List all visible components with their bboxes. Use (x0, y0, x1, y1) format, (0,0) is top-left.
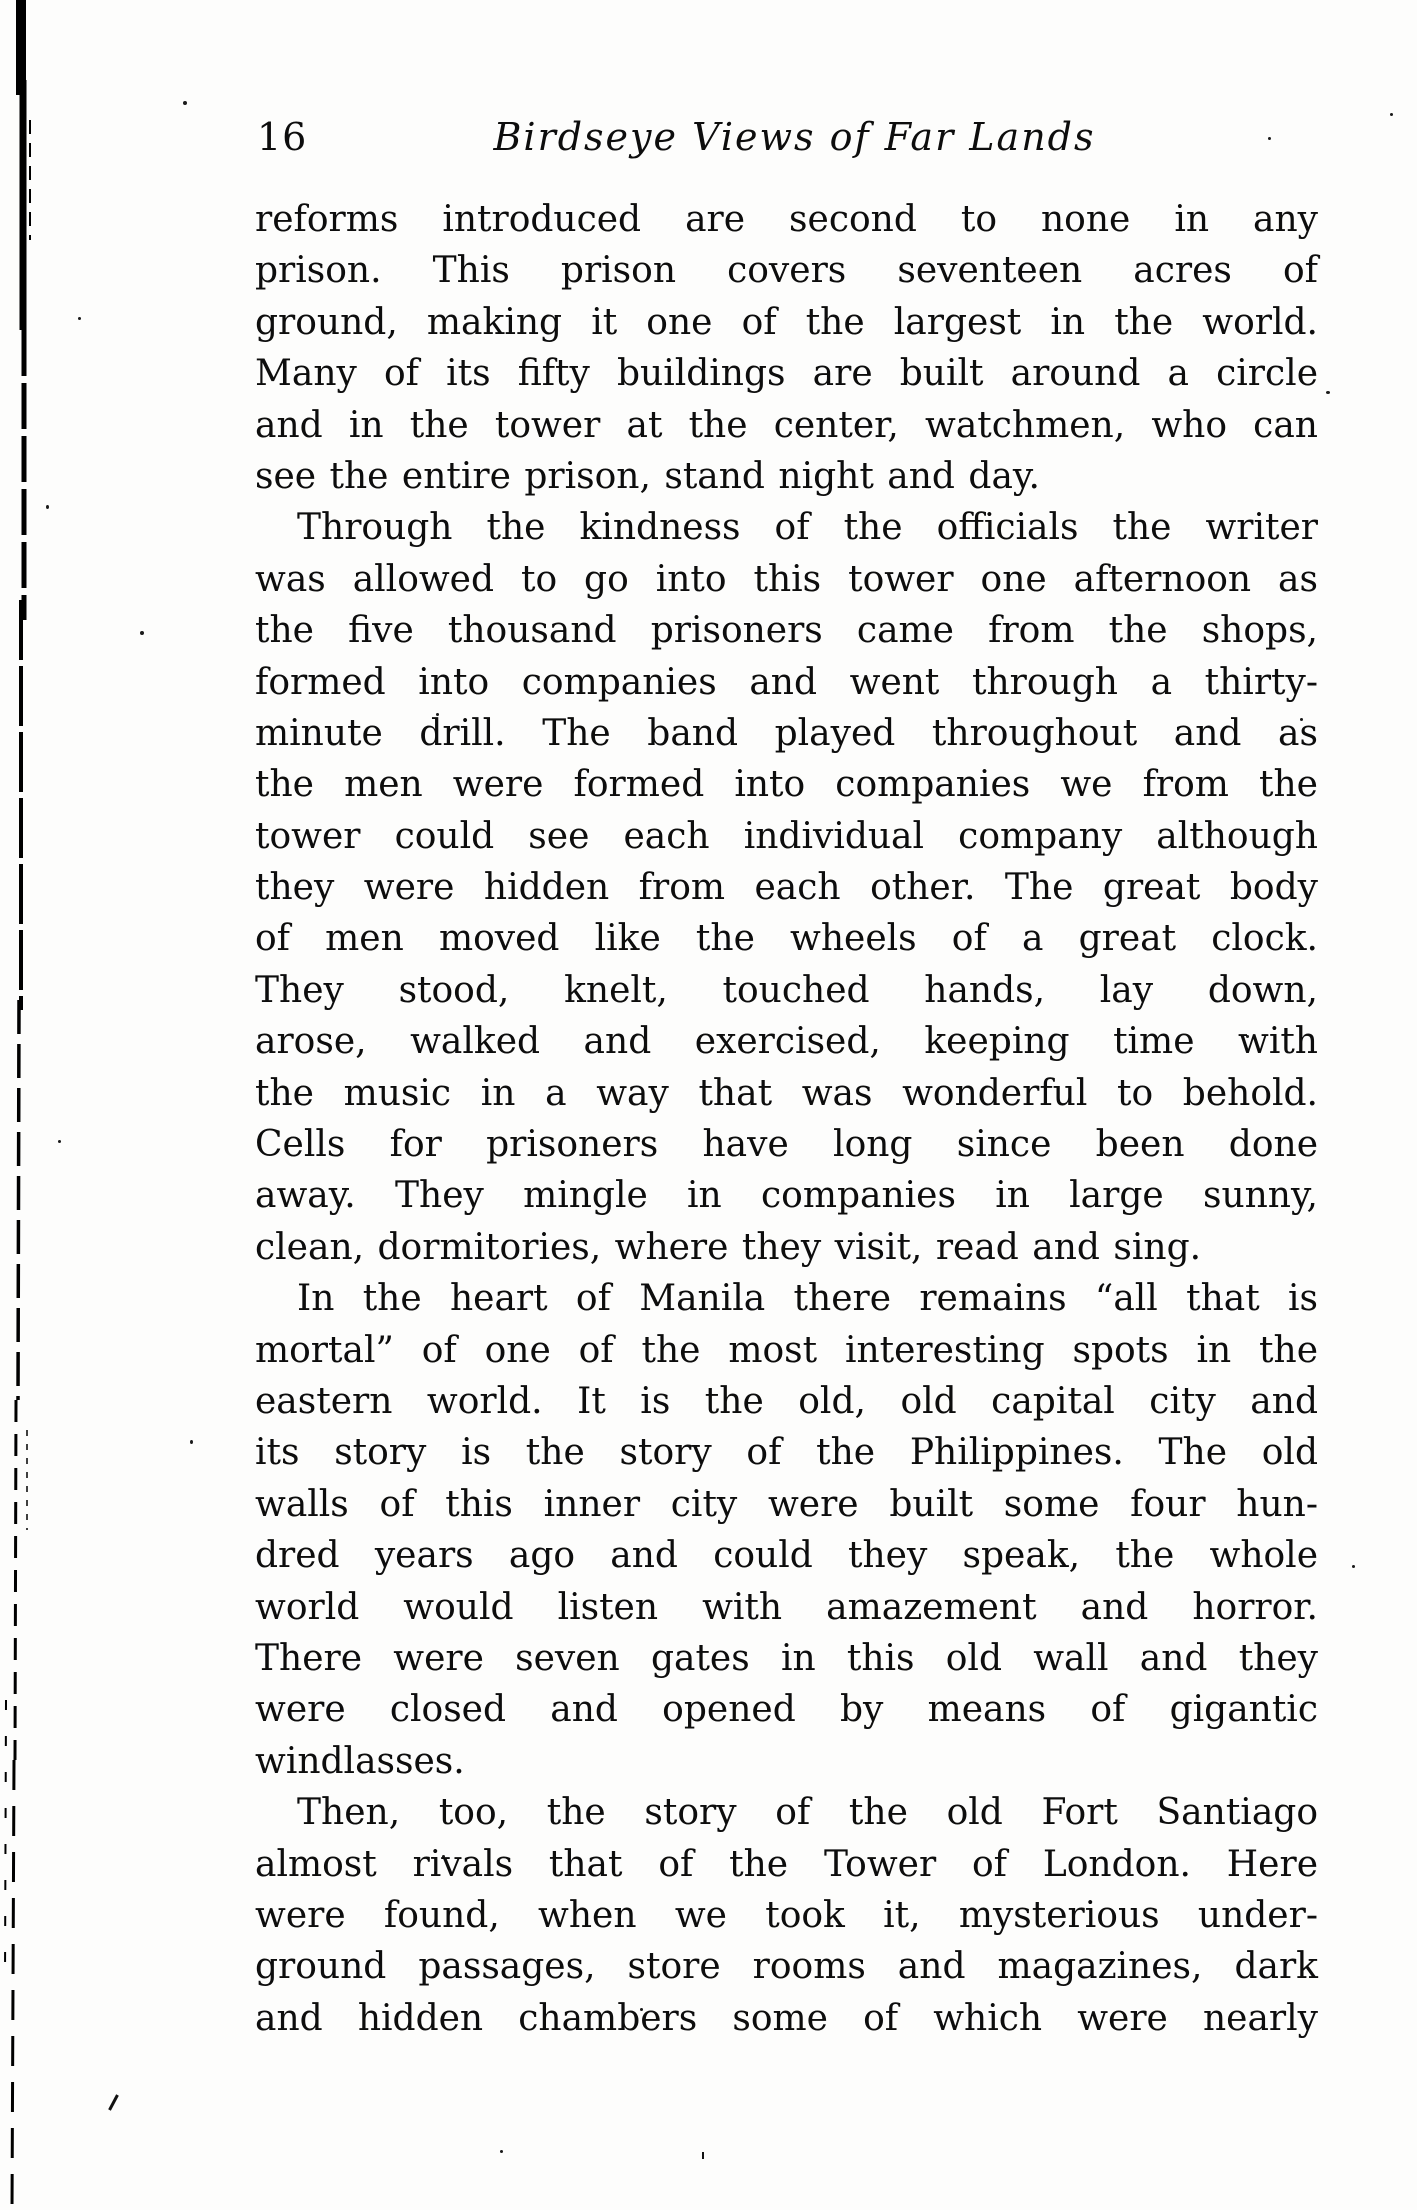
text-line: There were seven gates in this old wall and they (255, 1637, 1318, 1679)
text-line: They stood, knelt, touched hands, lay down, (255, 969, 1318, 1011)
text-line: formed into companies and went through a thirty- (255, 661, 1318, 703)
text-line: almost rivals that of the Tower of London. Here (255, 1843, 1318, 1885)
text-line: Cells for prisoners have long since been done (255, 1124, 1318, 1166)
text-line: the music in a way that was wonderful to behold. (255, 1072, 1318, 1114)
page-number: 16 (257, 115, 308, 159)
text-line: its story is the story of the Philippines. The old (255, 1432, 1318, 1474)
text-line: Through the kindness of the officials the writer (297, 507, 1318, 549)
text-line: walls of this inner city were built some four hun- (255, 1483, 1318, 1525)
dust-speck (190, 1440, 193, 1444)
text-line: clean, dormitories, where they visit, read and sing. (255, 1226, 1202, 1268)
dust-speck (46, 505, 49, 509)
text-line: Many of its fifty buildings are built around a circle (255, 353, 1318, 395)
text-line: and hidden chambers some of which were nearly (255, 1997, 1318, 2039)
text-line: dred years ago and could they speak, the whole (255, 1535, 1318, 1577)
text-line: ground passages, store rooms and magazines, dark (255, 1946, 1318, 1988)
scan-mark-slash (108, 2094, 119, 2110)
dust-speck (140, 631, 144, 635)
text-line: they were hidden from each other. The great body (255, 867, 1318, 909)
dust-speck (1352, 1565, 1355, 1568)
text-line: Then, too, the story of the old Fort Santiago (297, 1792, 1318, 1834)
text-line: In the heart of Manila there remains “all that is (297, 1278, 1318, 1320)
running-header-title: Birdseye Views of Far Lands (493, 115, 1096, 159)
text-line: eastern world. It is the old, old capital city and (255, 1380, 1318, 1422)
text-line: away. They mingle in companies in large sunny, (255, 1175, 1318, 1217)
text-line: were closed and opened by means of gigantic (255, 1689, 1318, 1731)
text-line: arose, walked and exercised, keeping time with (255, 1021, 1318, 1063)
text-line: windlasses. (255, 1740, 465, 1782)
text-line: were found, when we took it, mysterious under- (255, 1894, 1318, 1936)
text-line: mortal” of one of the most interesting spots in the (255, 1329, 1318, 1371)
text-line: and in the tower at the center, watchmen, who can (255, 404, 1318, 446)
dust-speck (78, 317, 81, 320)
text-line: the men were formed into companies we from the (255, 764, 1318, 806)
scan-mark-tick (702, 2152, 704, 2159)
text-line: see the entire prison, stand night and day. (255, 455, 1040, 497)
binding-edge-artifact (0, 0, 70, 2210)
text-line: tower could see each individual company although (255, 815, 1318, 857)
text-line: world would listen with amazement and horror. (255, 1586, 1318, 1628)
body-text (255, 194, 1318, 2044)
text-line: minute drill. The band played throughout and as (255, 712, 1318, 754)
text-line: was allowed to go into this tower one afternoon as (255, 558, 1318, 600)
page-header (255, 108, 1318, 166)
dust-speck (183, 101, 187, 105)
dust-speck (500, 2150, 503, 2153)
text-line: of men moved like the wheels of a great clock. (255, 918, 1318, 960)
text-line: ground, making it one of the largest in the world. (255, 301, 1318, 343)
text-line: prison. This prison covers seventeen acres of (255, 250, 1318, 292)
text-line: reforms introduced are second to none in any (255, 199, 1318, 240)
text-line: the five thousand prisoners came from the shops, (255, 610, 1318, 652)
dust-speck (1390, 113, 1393, 116)
dust-speck (58, 1140, 61, 1143)
dust-speck (1326, 391, 1330, 394)
